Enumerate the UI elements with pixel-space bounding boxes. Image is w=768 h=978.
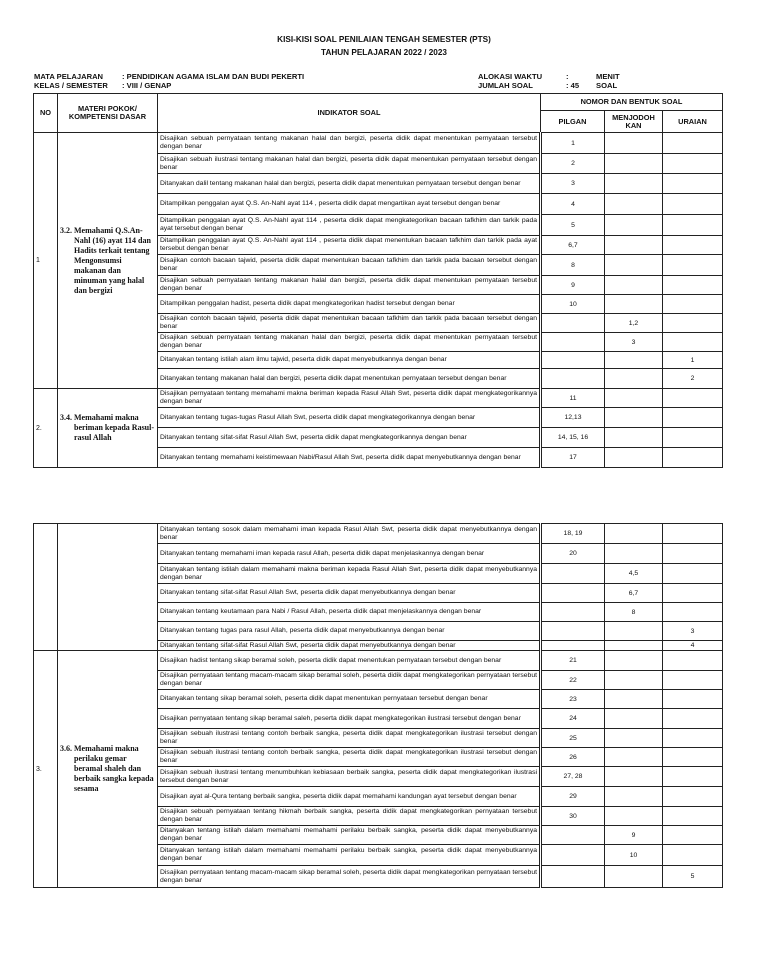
uraian-cell: [663, 408, 723, 428]
indikator-cell: Disajikan sebuah ilustrasi tentang menumbuhkan kebiasaan berbaik sangka, peserta didik dapat mengkategorikan ilustrasi tersebut dengan benar: [158, 767, 541, 787]
indikator-cell: Ditanyakan tentang sifat-sifat Rasul Allah Swt, peserta didik dapat mengkategorikannya dengan benar: [158, 428, 541, 448]
menjodohkan-cell: [605, 215, 663, 236]
jumlah-label: JUMLAH SOAL: [478, 81, 533, 90]
menjodohkan-cell: [605, 408, 663, 428]
header-indikator: INDIKATOR SOAL: [158, 94, 541, 133]
uraian-cell: [663, 671, 723, 690]
menjodohkan-cell: [605, 276, 663, 295]
menjodohkan-cell: [605, 352, 663, 369]
pilgan-cell: 23: [541, 690, 605, 709]
pilgan-cell: [541, 333, 605, 352]
uraian-cell: [663, 194, 723, 215]
pilgan-cell: [541, 826, 605, 845]
table-row: [34, 389, 723, 408]
indikator-cell: Disajikan hadist tentang sikap beramal soleh, peserta didik dapat menentukan pernyataan tersebut dengan benar: [158, 651, 541, 671]
menjodohkan-cell: [605, 748, 663, 767]
indikator-cell: Disajikan pernyataan tentang macam-macam sikap beramal soleh, peserta didik dapat mengkategorikan pernyataan tersebut dengan benar: [158, 671, 541, 690]
pilgan-cell: 21: [541, 651, 605, 671]
menjodohkan-cell: [605, 729, 663, 748]
indikator-cell: Ditanyakan tentang memahami keistimewaan Nabi/Rasul Allah Swt, peserta didik dapat menyebutkannya dengan benar: [158, 448, 541, 468]
indikator-cell: Ditanyakan tentang sosok dalam memahami iman kepada Rasul Allah Swt, peserta didik dapat menyebutkannya dengan benar: [158, 524, 541, 544]
kompetensi-dasar: [58, 651, 158, 888]
menjodohkan-cell: [605, 448, 663, 468]
indikator-cell: Disajikan sebuah pernyataan tentang hikmah berbaik sangka, peserta didik dapat mengkategorikan pernyataan tersebut dengan benar: [158, 807, 541, 826]
pilgan-cell: 2: [541, 154, 605, 174]
table-row: [34, 524, 723, 544]
header-nomor: NOMOR DAN BENTUK SOAL: [541, 94, 723, 111]
jumlah-unit: SOAL: [596, 81, 618, 90]
menjodohkan-cell: [605, 866, 663, 888]
pilgan-cell: 27, 28: [541, 767, 605, 787]
indikator-cell: Ditanyakan tentang sifat-sifat Rasul Allah Swt, peserta didik dapat menyebutkannya dengan benar: [158, 584, 541, 603]
row-number: 1: [34, 133, 58, 389]
uraian-cell: [663, 544, 723, 564]
menjodohkan-cell: [605, 295, 663, 314]
menjodohkan-cell: 10: [605, 845, 663, 866]
document-subtitle: TAHUN PELAJARAN 2022 / 2023: [321, 48, 447, 57]
pilgan-cell: [541, 603, 605, 622]
menjodohkan-cell: [605, 428, 663, 448]
indikator-cell: Disajikan sebuah pernyataan tentang makanan halal dan bergizi, peserta didik dapat menentukan pernyataan tersebut dengan benar: [158, 133, 541, 154]
indikator-cell: Ditampilkan penggalan ayat Q.S. An-Nahl ayat 114 , peserta didik dapat mengartikan ayat tersebut dengan benar: [158, 194, 541, 215]
pilgan-cell: [541, 641, 605, 651]
indikator-cell: Ditanyakan tentang istilah alam ilmu tajwid, peserta didik dapat menyebutkannya dengan benar: [158, 352, 541, 369]
uraian-cell: [663, 295, 723, 314]
uraian-cell: [663, 333, 723, 352]
pilgan-cell: 26: [541, 748, 605, 767]
uraian-cell: [663, 276, 723, 295]
header-menjodohkan: MENJODOH KAN: [605, 111, 663, 133]
menjodohkan-cell: [605, 369, 663, 389]
menjodohkan-cell: [605, 690, 663, 709]
uraian-cell: [663, 787, 723, 807]
pilgan-cell: 25: [541, 729, 605, 748]
kelas-value: : VIII / GENAP: [122, 81, 172, 90]
kompetensi-dasar-text: 3.6. Memahami makna perilaku gemar beramal shaleh dan berbaik sangka kepada sesama: [60, 744, 154, 793]
uraian-cell: 3: [663, 622, 723, 641]
uraian-cell: [663, 564, 723, 584]
uraian-cell: 4: [663, 641, 723, 651]
indikator-cell: Disajikan sebuah pernyataan tentang makanan halal dan bergizi, peserta didik dapat menentukan pernyataan tersebut dengan benar: [158, 276, 541, 295]
pilgan-cell: 18, 19: [541, 524, 605, 544]
menjodohkan-cell: [605, 174, 663, 194]
indikator-cell: Disajikan contoh bacaan tajwid, peserta didik dapat menentukan bacaan tafkhim dan tarkik pada bacaan tersebut dengan benar: [158, 314, 541, 333]
menjodohkan-cell: [605, 194, 663, 215]
alokasi-unit: MENIT: [596, 72, 620, 81]
menjodohkan-cell: [605, 389, 663, 408]
indikator-cell: Disajikan sebuah ilustrasi tentang makanan halal dan bergizi, peserta didik dapat menentukan pernyataan tersebut dengan benar: [158, 154, 541, 174]
indikator-cell: Disajikan ayat al-Qura tentang berbaik sangka, peserta didik dapat memahami kandungan ayat tersebut dengan benar: [158, 787, 541, 807]
menjodohkan-cell: 1,2: [605, 314, 663, 333]
menjodohkan-cell: [605, 133, 663, 154]
pilgan-cell: 17: [541, 448, 605, 468]
table-row: [34, 651, 723, 671]
pilgan-cell: 29: [541, 787, 605, 807]
uraian-cell: [663, 709, 723, 729]
menjodohkan-cell: [605, 524, 663, 544]
menjodohkan-cell: [605, 641, 663, 651]
menjodohkan-cell: [605, 544, 663, 564]
pilgan-cell: [541, 584, 605, 603]
uraian-cell: [663, 389, 723, 408]
pilgan-cell: 24: [541, 709, 605, 729]
uraian-cell: [663, 314, 723, 333]
kelas-label: KELAS / SEMESTER: [34, 81, 108, 90]
indikator-cell: Disajikan pernyataan tentang sikap beramal saleh, peserta didik dapat mengkategorikan ilustrasi tersebut dengan benar: [158, 709, 541, 729]
row-number: [34, 524, 58, 651]
pilgan-cell: 5: [541, 215, 605, 236]
uraian-cell: [663, 651, 723, 671]
indikator-cell: Ditanyakan tentang sikap beramal soleh, peserta didik dapat menentukan pernyataan tersebut dengan benar: [158, 690, 541, 709]
pilgan-cell: [541, 352, 605, 369]
pilgan-cell: [541, 314, 605, 333]
table-body-page2: [34, 524, 723, 888]
indikator-cell: Disajikan pernyataan tentang macam-macam sikap beramal soleh, peserta didik dapat mengkategorikan pernyataan tersebut dengan benar: [158, 866, 541, 888]
indikator-cell: Ditampilkan penggalan ayat Q.S. An-Nahl ayat 114 , peserta didik dapat mengkategorikan bacaan tafkhim dan tarkik pada ayat tersebut dengan benar: [158, 215, 541, 236]
indikator-cell: Ditanyakan tentang makanan halal dan bergizi, peserta didik dapat menentukan pernyataan tersebut dengan benar: [158, 369, 541, 389]
menjodohkan-cell: 4,5: [605, 564, 663, 584]
indikator-cell: Ditampilkan penggalan ayat Q.S. An-Nahl ayat 114 , peserta didik dapat menentukan bacaan tafkhim dan tarkik pada ayat tersebut dengan benar: [158, 236, 541, 255]
uraian-cell: 5: [663, 866, 723, 888]
uraian-cell: [663, 729, 723, 748]
menjodohkan-cell: [605, 671, 663, 690]
pilgan-cell: [541, 369, 605, 389]
uraian-cell: [663, 767, 723, 787]
uraian-cell: [663, 215, 723, 236]
pilgan-cell: 1: [541, 133, 605, 154]
header-no: NO: [34, 94, 58, 133]
document-title: KISI-KISI SOAL PENILAIAN TENGAH SEMESTER (PTS): [277, 35, 491, 44]
header-uraian: URAIAN: [663, 111, 723, 133]
menjodohkan-cell: 3: [605, 333, 663, 352]
header-materi: MATERI POKOK/ KOMPETENSI DASAR: [58, 94, 158, 133]
table-body-page1: [34, 133, 723, 468]
uraian-cell: [663, 690, 723, 709]
uraian-cell: [663, 133, 723, 154]
row-number: 3.: [34, 651, 58, 888]
uraian-cell: [663, 748, 723, 767]
pilgan-cell: 12,13: [541, 408, 605, 428]
alokasi-label: ALOKASI WAKTU: [478, 72, 543, 81]
indikator-cell: Ditanyakan tentang tugas-tugas Rasul Allah Swt, peserta didik dapat mengkategorikannya dengan benar: [158, 408, 541, 428]
uraian-cell: [663, 154, 723, 174]
pilgan-cell: 10: [541, 295, 605, 314]
uraian-cell: [663, 845, 723, 866]
uraian-cell: [663, 236, 723, 255]
kompetensi-dasar-text: 3.4. Memahami makna beriman kepada Rasul-rasul Allah: [60, 413, 155, 442]
menjodohkan-cell: [605, 622, 663, 641]
menjodohkan-cell: 9: [605, 826, 663, 845]
uraian-cell: 1: [663, 352, 723, 369]
pilgan-cell: 14, 15, 16: [541, 428, 605, 448]
uraian-cell: [663, 428, 723, 448]
indikator-cell: Disajikan pernyataan tentang memahami makna beriman kepada Rasul Allah Swt, peserta didik dapat mengkategorikannya dengan benar: [158, 389, 541, 408]
indikator-cell: Ditampilkan penggalan hadist, peserta didik dapat mengkategorikan hadist tersebut dengan benar: [158, 295, 541, 314]
uraian-cell: [663, 255, 723, 276]
pilgan-cell: 6,7: [541, 236, 605, 255]
indikator-cell: Disajikan sebuah ilustrasi tentang contoh berbaik sangka, peserta didik dapat mengkategorikan ilustrasi tersebut dengan benar: [158, 748, 541, 767]
uraian-cell: 2: [663, 369, 723, 389]
menjodohkan-cell: [605, 651, 663, 671]
indikator-cell: Disajikan sebuah pernyataan tentang makanan halal dan bergizi, peserta didik dapat menentukan pernyataan tersebut dengan benar: [158, 333, 541, 352]
indikator-cell: Disajikan contoh bacaan tajwid, peserta didik dapat menentukan bacaan tafkhim dan tarkik pada bacaan tersebut dengan benar: [158, 255, 541, 276]
menjodohkan-cell: [605, 255, 663, 276]
menjodohkan-cell: 8: [605, 603, 663, 622]
uraian-cell: [663, 584, 723, 603]
pilgan-cell: 30: [541, 807, 605, 826]
pilgan-cell: [541, 845, 605, 866]
pilgan-cell: [541, 564, 605, 584]
indikator-cell: Ditanyakan tentang sifat-sifat Rasul Allah Swt, peserta didik dapat menyebutkannya dengan benar: [158, 641, 541, 651]
kompetensi-dasar: [58, 389, 158, 468]
indikator-cell: Ditanyakan tentang memahami iman kepada rasul Allah, peserta didik dapat menjelaskannya dengan benar: [158, 544, 541, 564]
uraian-cell: [663, 603, 723, 622]
uraian-cell: [663, 807, 723, 826]
uraian-cell: [663, 524, 723, 544]
pilgan-cell: 8: [541, 255, 605, 276]
pilgan-cell: 20: [541, 544, 605, 564]
indikator-cell: Ditanyakan tentang keutamaan para Nabi / Rasul Allah, peserta didik dapat menjelaskannya dengan benar: [158, 603, 541, 622]
menjodohkan-cell: [605, 807, 663, 826]
pilgan-cell: 3: [541, 174, 605, 194]
pilgan-cell: 11: [541, 389, 605, 408]
mapel-value: : PENDIDIKAN AGAMA ISLAM DAN BUDI PEKERTI: [122, 72, 305, 81]
pilgan-cell: [541, 622, 605, 641]
menjodohkan-cell: [605, 236, 663, 255]
row-number: 2.: [34, 389, 58, 468]
kompetensi-dasar-text: 3.2. Memahami Q.S.An-Nahl (16) ayat 114 dan Hadits terkait tentang Mengonsumsi makanan dan minuman yang halal dan bergizi: [60, 225, 151, 295]
indikator-cell: Ditanyakan tentang istilah dalam memahami makna beriman kepada Rasul Allah Swt, peserta didik dapat menyebutkannya dengan benar: [158, 564, 541, 584]
header-pilgan: PILGAN: [541, 111, 605, 133]
kisi-table-page2: [33, 523, 723, 888]
uraian-cell: [663, 448, 723, 468]
jumlah-value: : 45: [566, 81, 580, 90]
pilgan-cell: 9: [541, 276, 605, 295]
menjodohkan-cell: 6,7: [605, 584, 663, 603]
uraian-cell: [663, 826, 723, 845]
pilgan-cell: 22: [541, 671, 605, 690]
mapel-label: MATA PELAJARAN: [34, 72, 104, 81]
menjodohkan-cell: [605, 154, 663, 174]
indikator-cell: Disajikan sebuah ilustrasi tentang contoh berbaik sangka, peserta didik dapat mengkategorikan ilustrasi tersebut dengan benar: [158, 729, 541, 748]
indikator-cell: Ditanyakan tentang tugas para rasul Allah, peserta didik dapat menyebutkannya dengan benar: [158, 622, 541, 641]
pilgan-cell: 4: [541, 194, 605, 215]
kompetensi-dasar: [58, 133, 158, 389]
table-row: [34, 133, 723, 154]
indikator-cell: Ditanyakan tentang istilah dalam memahami memahami perilaku berbaik sangka, peserta didik dapat menyebutkannya dengan benar: [158, 826, 541, 845]
kisi-table-page1: [33, 93, 723, 468]
indikator-cell: Ditanyakan dalil tentang makanan halal dan bergizi, peserta didik dapat menentukan pernyataan tersebut dengan benar: [158, 174, 541, 194]
menjodohkan-cell: [605, 787, 663, 807]
kompetensi-dasar: [58, 524, 158, 651]
uraian-cell: [663, 174, 723, 194]
menjodohkan-cell: [605, 767, 663, 787]
pilgan-cell: [541, 866, 605, 888]
alokasi-colon: :: [566, 72, 569, 81]
menjodohkan-cell: [605, 709, 663, 729]
indikator-cell: Ditanyakan tentang istilah dalam memahami memahami perilaku berbaik sangka, peserta didik dapat menyebutkannya dengan benar: [158, 845, 541, 866]
